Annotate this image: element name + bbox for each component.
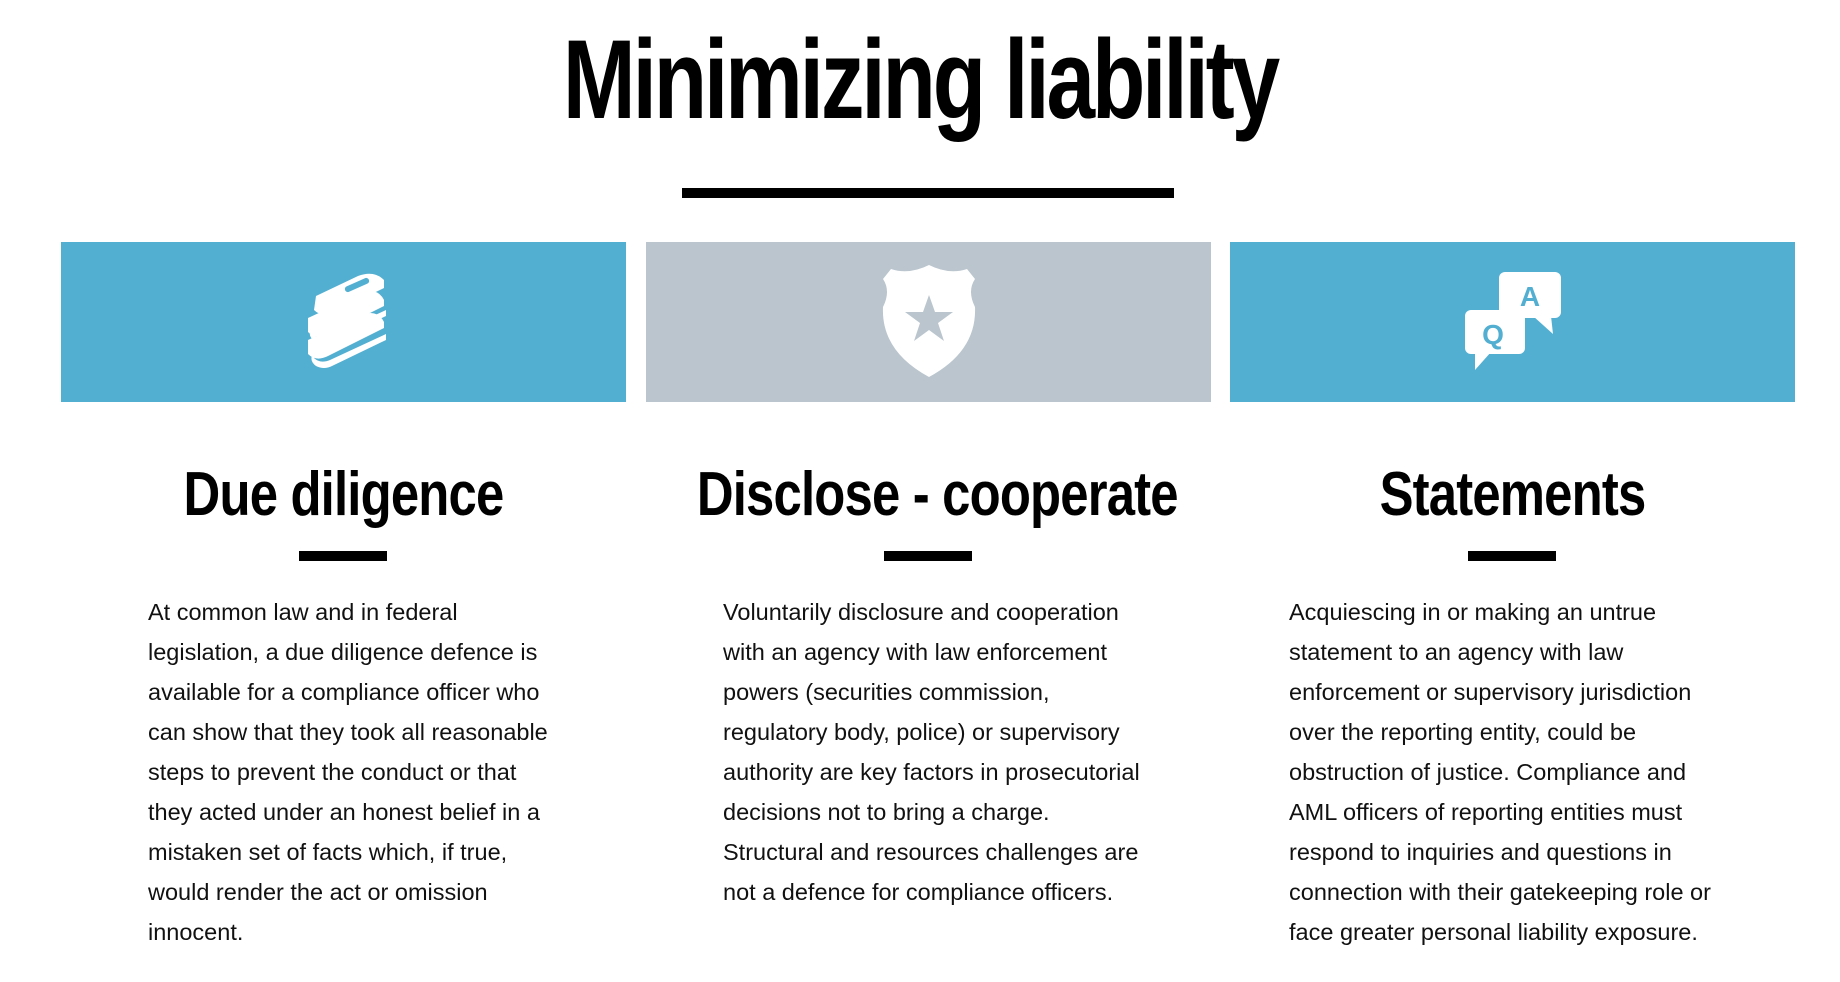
page-title: Minimizing liability <box>562 17 1278 142</box>
disclose-cooperate-text: Voluntarily disclosure and cooperation with an agency with law enforcement powers (securities commission, regulatory body, police) or supervisory authority are key factors in prosecutorial decisions not to bring a charge. Structural and resources challenges are not a defence for compliance officers. <box>723 599 1140 905</box>
books-icon <box>294 270 394 374</box>
statements-divider <box>1468 551 1556 561</box>
disclose-cooperate-banner <box>646 242 1211 402</box>
qa-chat-icon <box>1463 272 1563 372</box>
statements-heading: Statements <box>1379 460 1646 529</box>
due-diligence-banner <box>61 242 626 402</box>
disclose-cooperate-divider <box>884 551 972 561</box>
answer-letter: A <box>1519 281 1540 312</box>
police-badge-icon <box>881 265 977 379</box>
due-diligence-divider <box>299 551 387 561</box>
due-diligence-heading: Due diligence <box>183 460 504 529</box>
disclose-cooperate-heading: Disclose - cooperate <box>696 460 1178 529</box>
question-letter: Q <box>1481 319 1504 350</box>
statements-banner <box>1230 242 1795 402</box>
statements-text: Acquiescing in or making an untrue statement to an agency with law enforcement or supervisory jurisdiction over the reporting entity, could be obstruction of justice. Compliance and AML officers of reporting entities must respond to inquiries and questions in connection with their gatekeeping role or face greater personal liability exposure. <box>1289 599 1711 945</box>
due-diligence-text: At common law and in federal legislation, a due diligence defence is available for a compliance officer who can show that they took all reasonable steps to prevent the conduct or that they acted under an honest belief in a mistaken set of facts which, if true, would render the act or omission innocent. <box>148 599 548 945</box>
title-divider <box>682 188 1174 198</box>
